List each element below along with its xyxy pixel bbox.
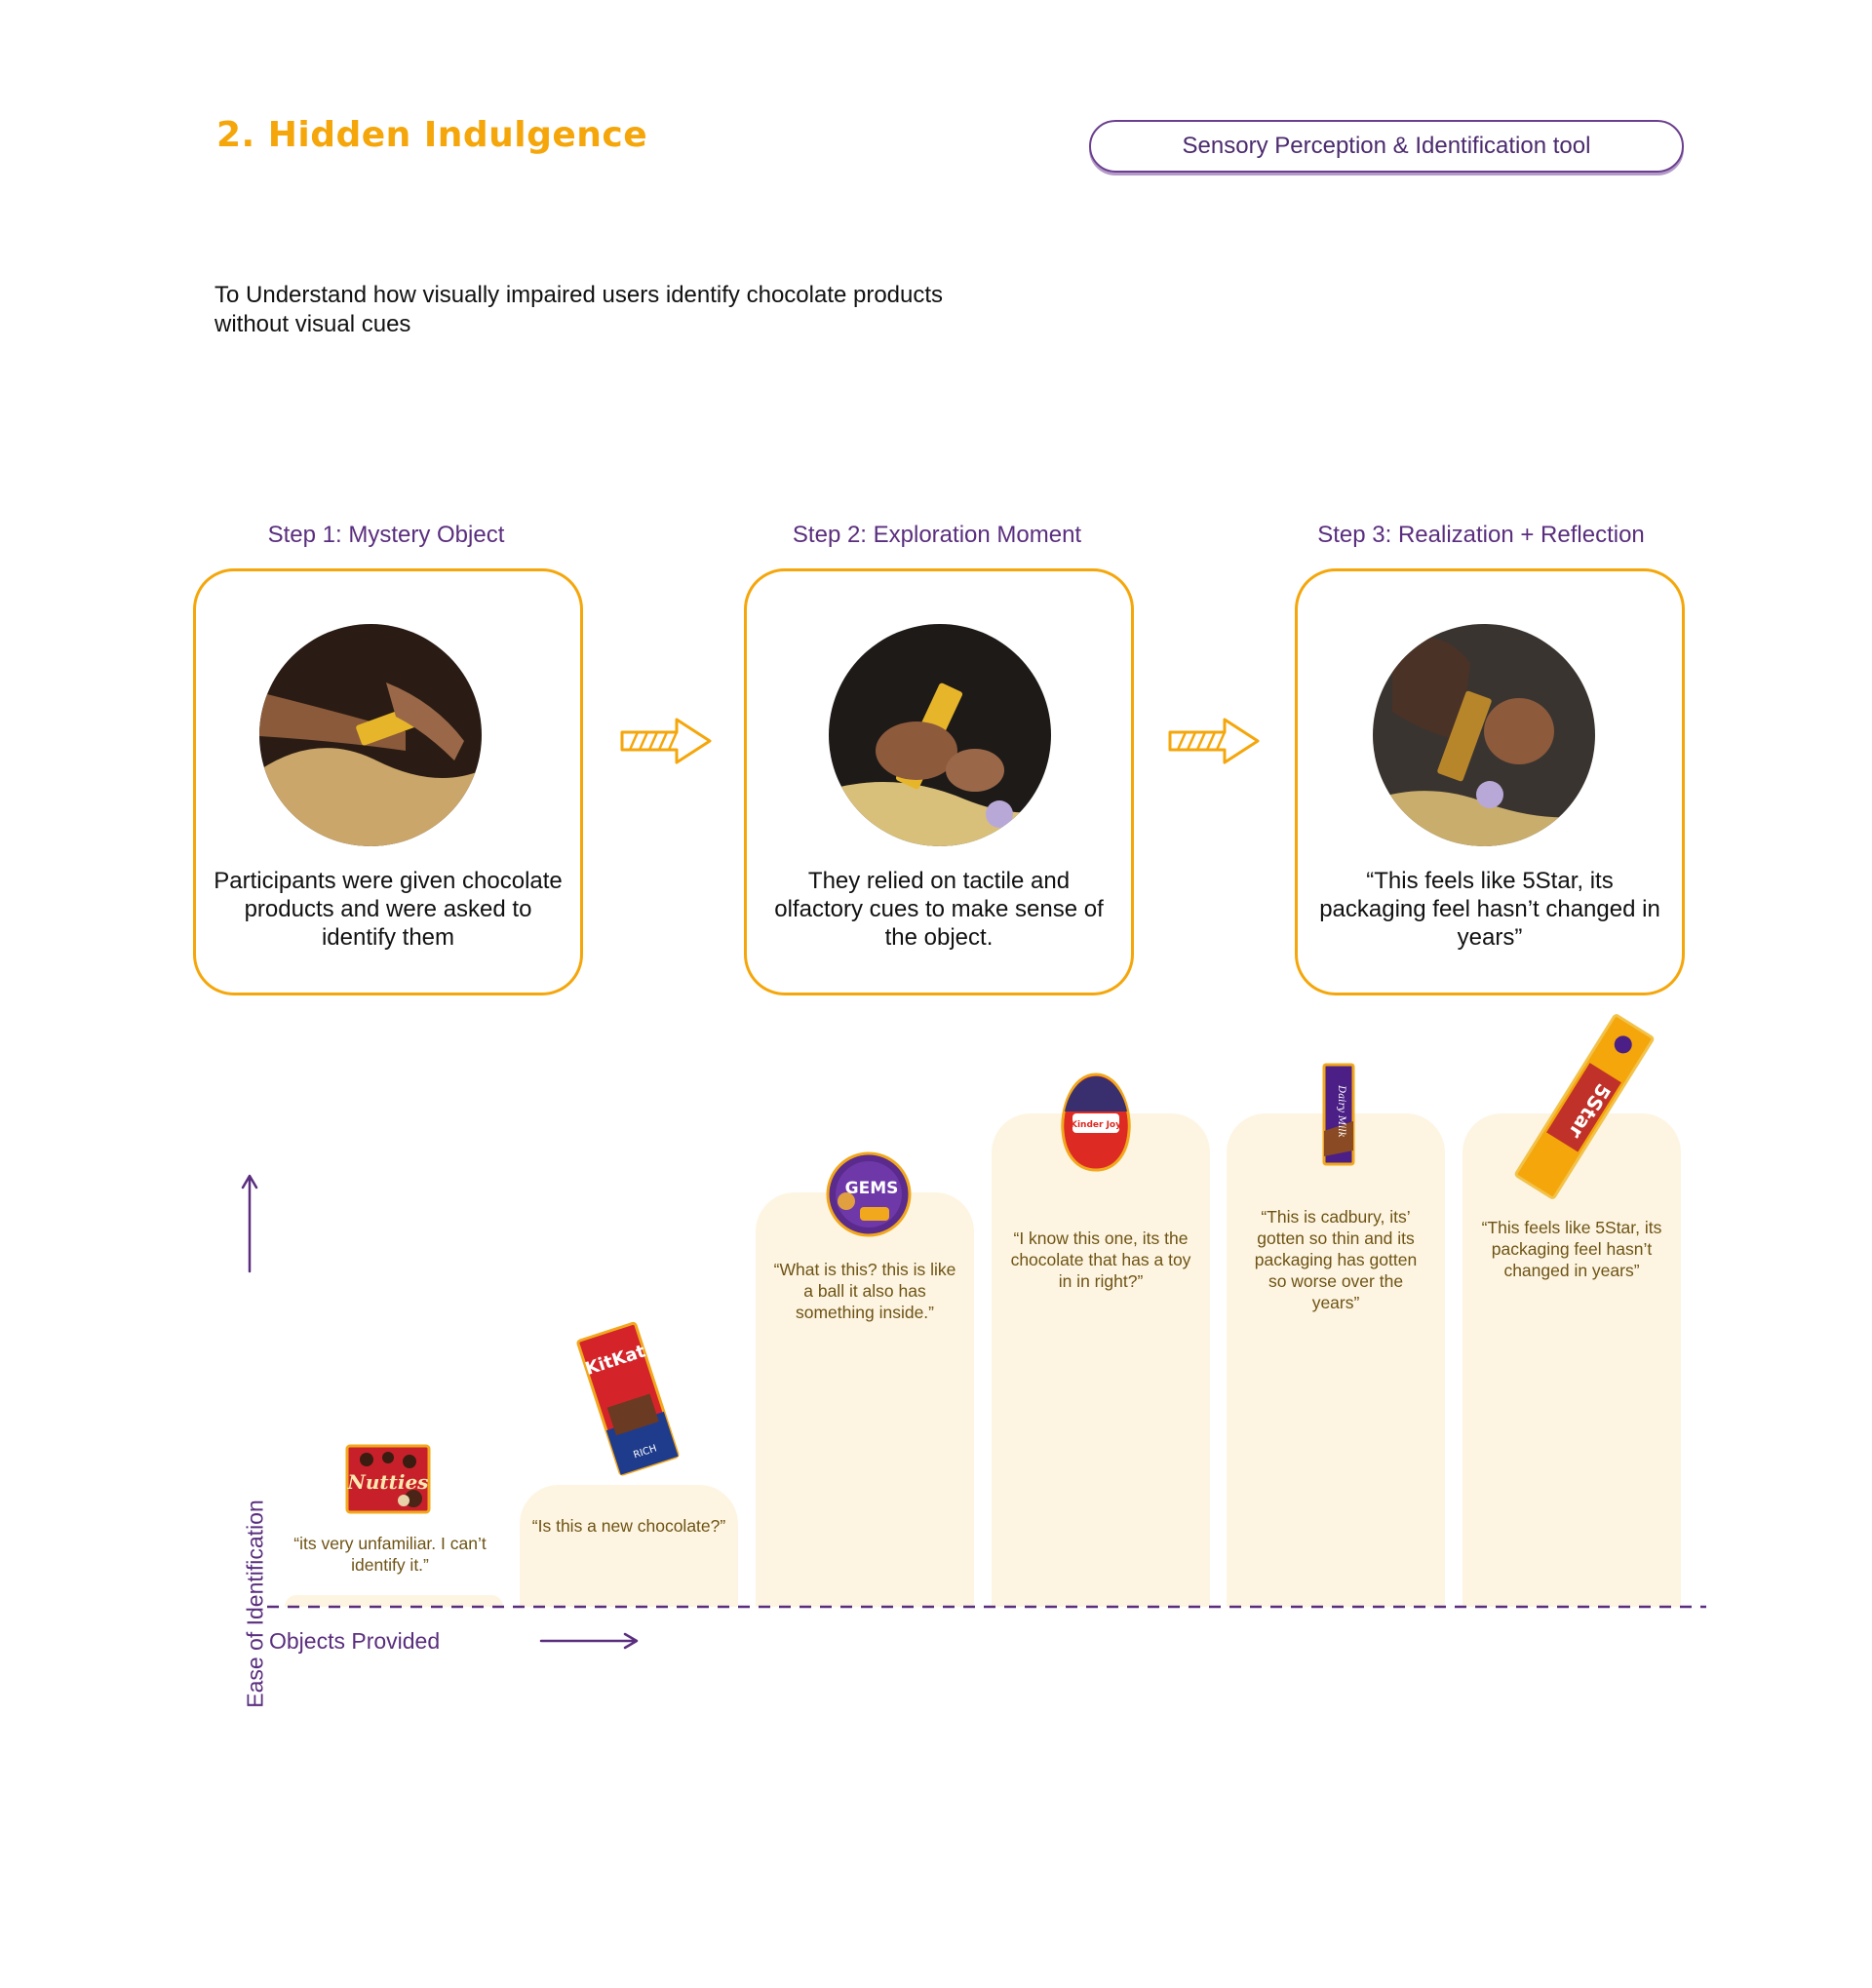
column-dairymilk [1227, 1113, 1445, 1607]
dairy-milk-bar-icon [1322, 1063, 1355, 1166]
5star-bar-icon [1511, 1014, 1658, 1199]
y-axis-label: Ease of Identification [242, 1500, 268, 1708]
column-kitkat [520, 1485, 738, 1607]
5star-label: 5Star [1564, 1079, 1616, 1143]
step-3-title: Step 3: Realization + Reflection [1317, 522, 1645, 548]
step-2-text: They relied on tactile and olfactory cues to make sense of the object. [774, 868, 1104, 951]
quote-dairymilk: “This is cadbury, its’ gotten so thin and its packaging has gotten so worse over the years” [1254, 1207, 1418, 1312]
baseline-dashed [265, 1599, 1708, 1615]
step-2-photo [829, 624, 1051, 846]
quote-kitkat: “Is this a new chocolate?” [531, 1516, 726, 1536]
tool-tag: Sensory Perception & Identification tool [1089, 120, 1684, 173]
step-1-photo [259, 624, 482, 846]
x-axis-label: Objects Provided [269, 1628, 441, 1654]
kitkat-sublabel: RICH [632, 1443, 659, 1462]
gems-label: GEMS [844, 1179, 899, 1198]
nutties-pack-icon [345, 1444, 431, 1514]
step-3-text: “This feels like 5Star, its packaging feel hasn’t changed in years” [1319, 868, 1660, 951]
gems-ball-icon [825, 1150, 913, 1238]
section-title: 2. Hidden Indulgence [216, 115, 648, 155]
y-axis-arrow-icon [238, 1170, 261, 1277]
quote-kinder: “I know this one, its the chocolate that has a toy in in right?” [1010, 1228, 1191, 1291]
kitkat-pack-icon [568, 1321, 685, 1477]
column-gems [756, 1192, 974, 1607]
step-3-photo [1373, 624, 1595, 846]
x-axis-arrow-icon [539, 1629, 641, 1653]
quote-5star: “This feels like 5Star, its packaging feel hasn’t changed in years” [1481, 1218, 1662, 1280]
dairymilk-label: Dairy Milk [1336, 1085, 1346, 1138]
column-kinder [992, 1113, 1210, 1607]
quote-gems: “What is this? this is like a ball it also has something inside.” [773, 1260, 956, 1322]
kinder-label: Kinder Joy [1071, 1120, 1121, 1130]
step-arrow-1 [620, 717, 714, 765]
kitkat-label: KitKat [582, 1341, 648, 1381]
step-1-title: Step 1: Mystery Object [267, 522, 505, 548]
kinder-joy-egg-icon [1059, 1072, 1133, 1174]
step-arrow-2 [1168, 717, 1262, 765]
quote-nutties: “its very unfamiliar. I can’t identify it.” [293, 1534, 487, 1575]
nutties-label: Nutties [347, 1470, 429, 1494]
objective-text: To Understand how visually impaired users identify chocolate products without visual cues [214, 282, 944, 337]
step-2-title: Step 2: Exploration Moment [792, 522, 1082, 548]
step-1-text: Participants were given chocolate products and were asked to identify them [214, 868, 563, 951]
